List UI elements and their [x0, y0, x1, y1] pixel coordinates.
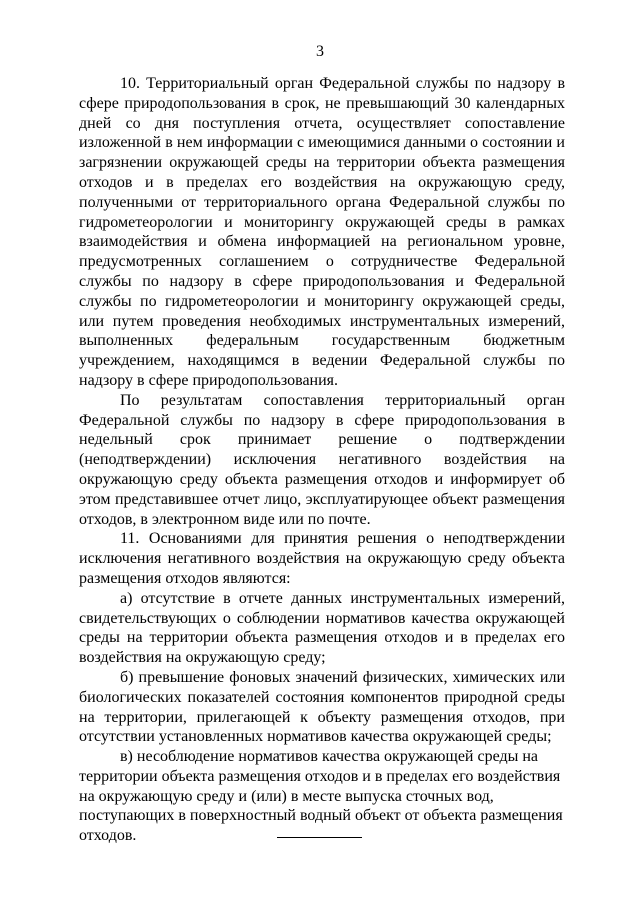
paragraph-11-item-a: а) отсутствие в отчете данных инструментальных измерений, свидетельствующих о соблюдении нормативов качества окружающей среды на территории объекта размещения отходов и в пределах его воздействия на окружающую среду;	[79, 589, 565, 667]
paragraph-10-result: По результатам сопоставления территориальный орган Федеральной службы по надзору в сфере природопользования в недельный срок принимает решение о подтверждении (неподтверждении) исключения негативного воздействия на окружающую среду объекта размещения отходов и информирует об этом представившее отчет лицо, эксплуатирующее объект размещения отходов, в электронном виде или по почте.	[79, 391, 565, 528]
paragraph-11: 11. Основаниями для принятия решения о неподтверждении исключения негативного воздействия на окружающую среду объекта размещения отходов являются:	[79, 530, 565, 587]
paragraph-11-item-c: в) несоблюдение нормативов качества окружающей среды на территории объекта размещения отходов и в пределах его воздействия на окружающую среду и (или) в месте выпуска сточных вод, поступающих в поверхностный водный объект от объекта размещения отходов.	[79, 748, 563, 845]
document-body	[79, 74, 565, 846]
page-number: 3	[316, 43, 324, 60]
end-divider	[277, 837, 362, 838]
paragraph-10: 10. Территориальный орган Федеральной службы по надзору в сфере природопользования в срок, не превышающий 30 календарных дней со дня поступления отчета, осуществляет сопоставление изложенной в нем информации с имеющимися данными о состоянии и загрязнении окружающей среды на территории объекта размещения отходов и в пределах его воздействия на окружающую среду, полученными от территориального органа Федеральной службы по гидрометеорологии и мониторингу окружающей среды в рамках взаимодействия и обмена информацией на региональном уровне, предусмотренных соглашением о сотрудничестве Федеральной службы по надзору в сфере природопользования и Федеральной службы по гидрометеорологии и мониторингу окружающей среды, или путем проведения необходимых инструментальных измерений, выполненных федеральным государственным бюджетным учреждением, находящимся в ведении Федеральной службы по надзору в сфере природопользования.	[79, 75, 565, 389]
paragraph-11-item-b: б) превышение фоновых значений физических, химических или биологических показателей состояния компонентов природной среды на территории, прилегающей к объекту размещения отходов, при отсутствии установленных нормативов качества окружающей среды;	[79, 668, 565, 746]
